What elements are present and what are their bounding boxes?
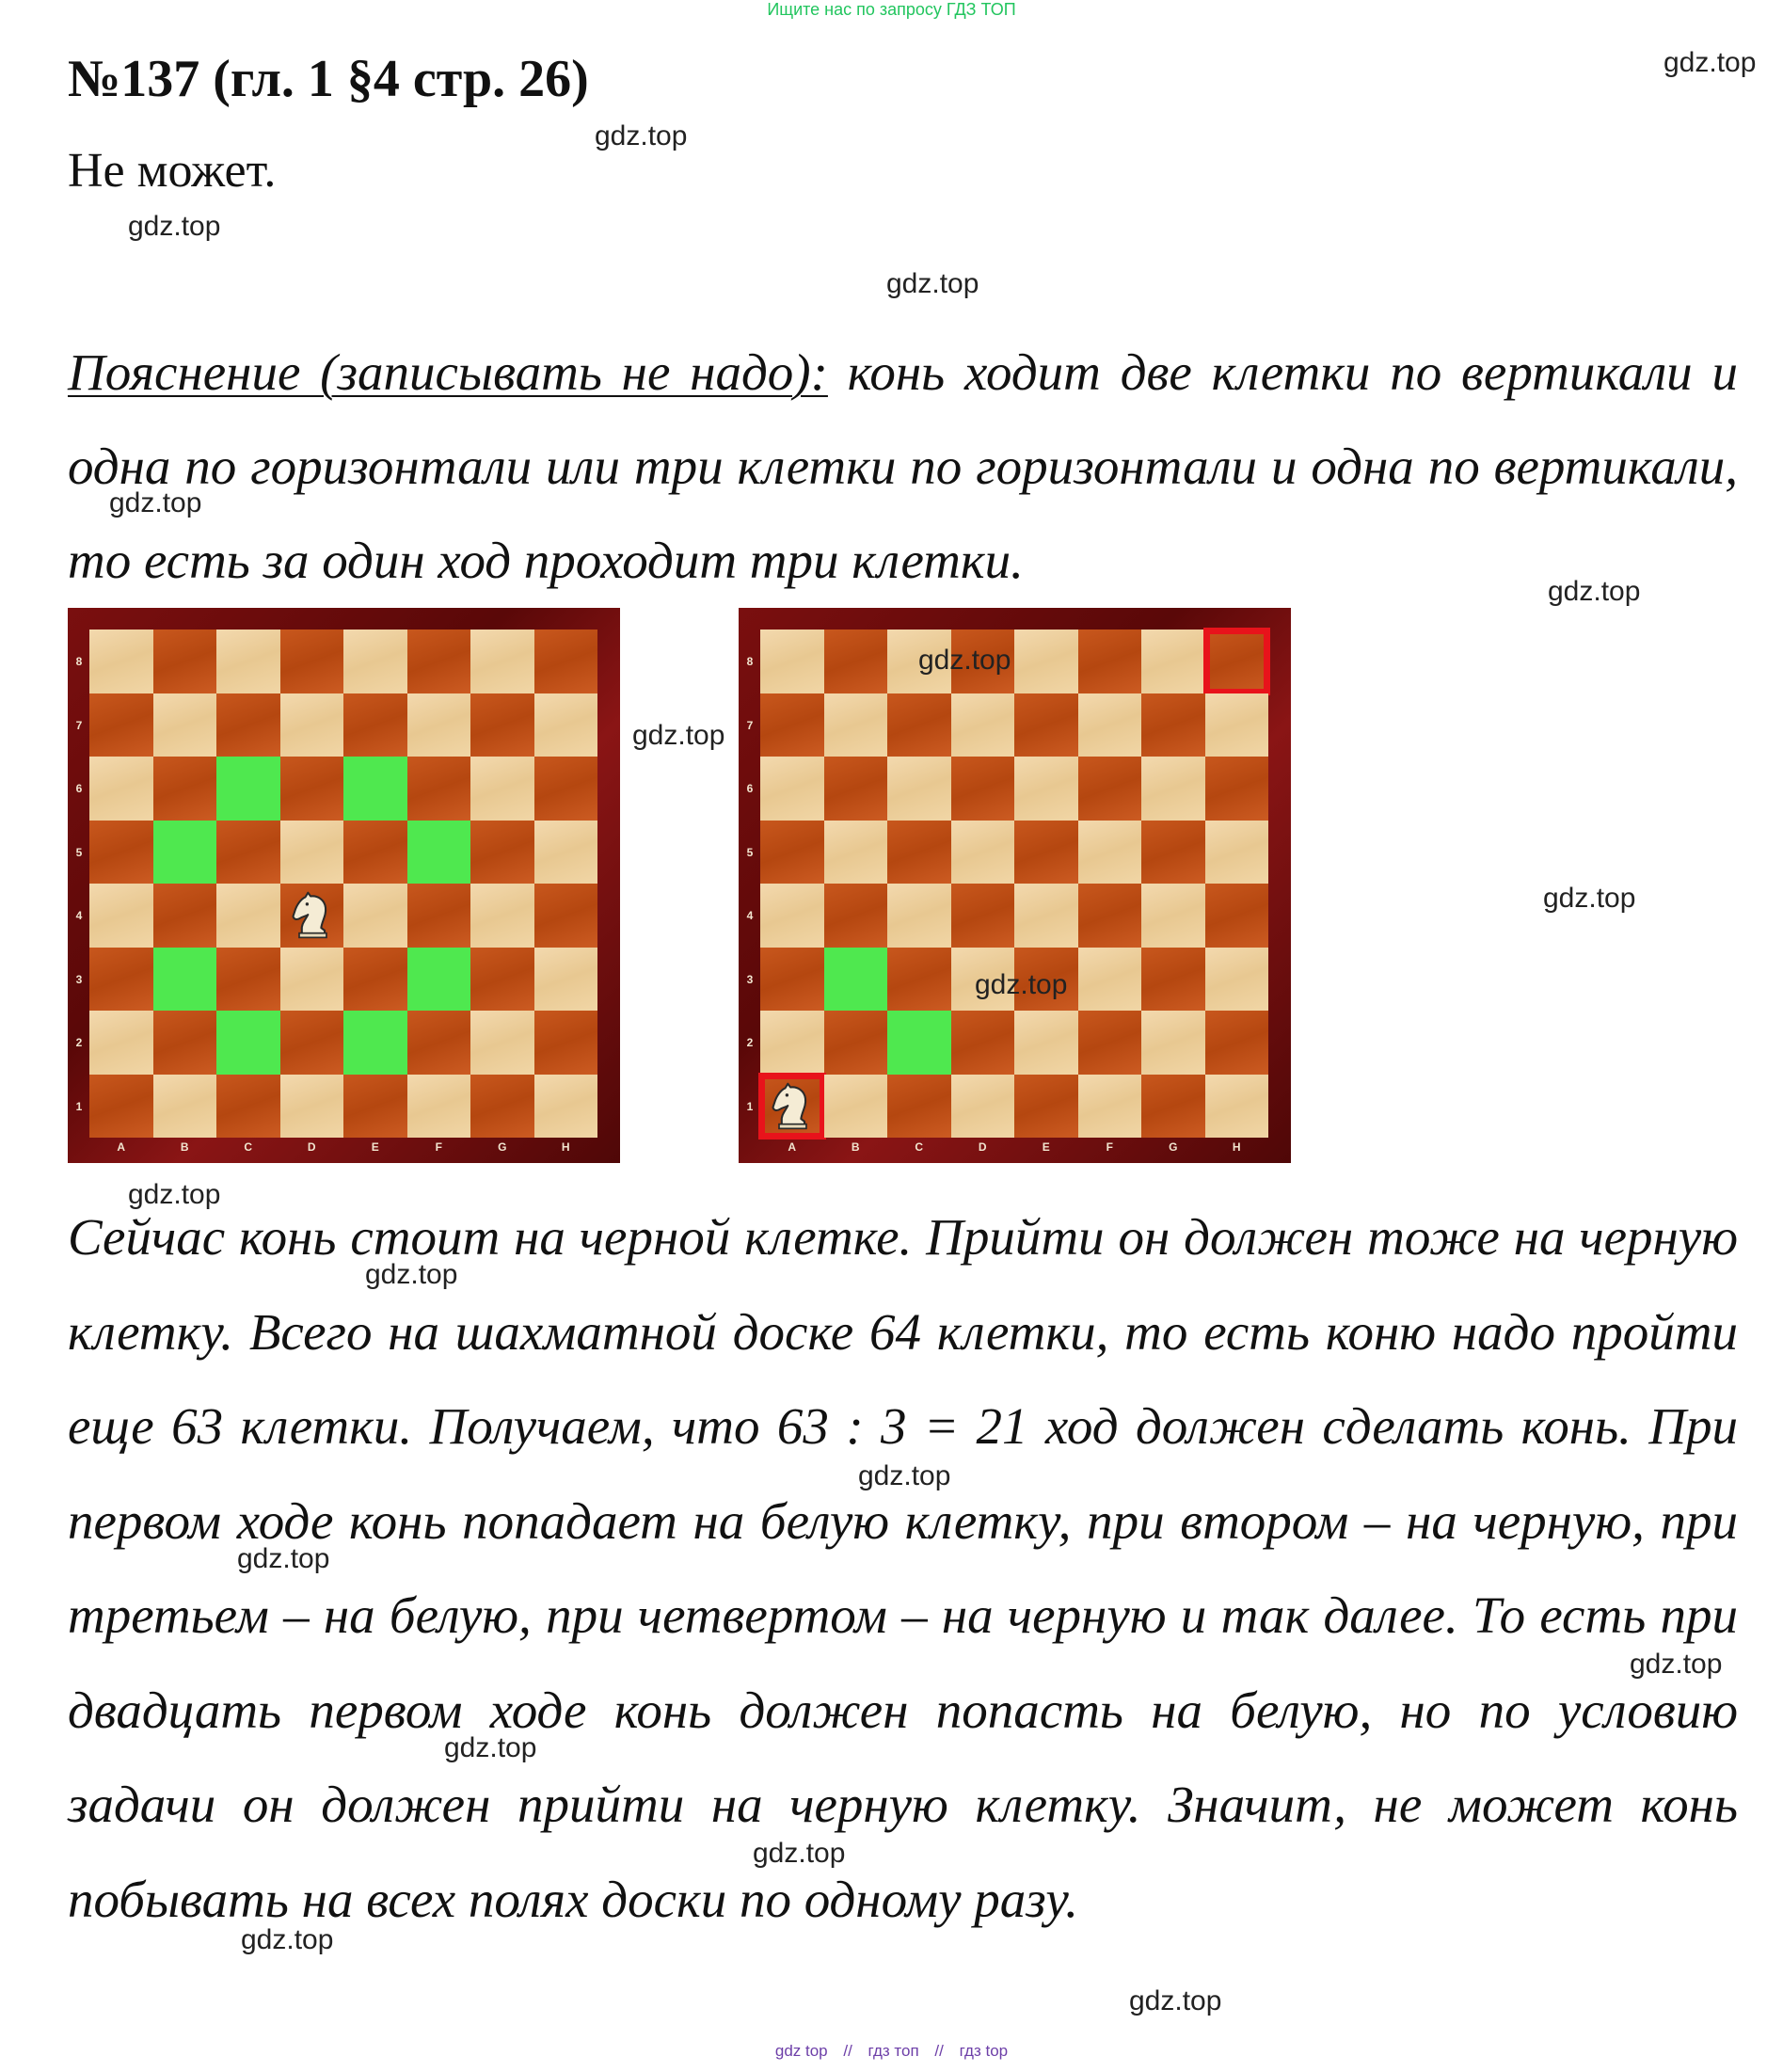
file-label: E (1042, 1140, 1050, 1154)
square-e2 (1014, 1011, 1078, 1075)
square-h2 (1205, 1011, 1269, 1075)
file-label: D (307, 1140, 316, 1154)
board-grid (89, 630, 597, 1138)
square-a8 (89, 630, 153, 693)
square-c4 (216, 884, 280, 948)
square-d8 (280, 630, 344, 693)
square-h1 (534, 1075, 598, 1139)
rank-label: 6 (746, 782, 754, 795)
square-b5 (824, 821, 888, 885)
square-d2 (951, 1011, 1015, 1075)
file-label: H (561, 1140, 570, 1154)
watermark: gdz.top (858, 1460, 951, 1491)
square-h8 (1205, 630, 1269, 693)
watermark: gdz.top (632, 720, 725, 751)
square-e7 (343, 693, 407, 757)
square-g4 (1141, 884, 1205, 948)
square-a1 (760, 1075, 824, 1139)
square-h1 (1205, 1075, 1269, 1139)
square-g7 (470, 693, 534, 757)
square-b8 (153, 630, 217, 693)
square-g2 (1141, 1011, 1205, 1075)
square-g2 (470, 1011, 534, 1075)
square-f8 (1078, 630, 1142, 693)
square-h6 (534, 757, 598, 821)
square-b8 (824, 630, 888, 693)
square-f2 (1078, 1011, 1142, 1075)
square-c1 (887, 1075, 951, 1139)
square-h4 (534, 884, 598, 948)
file-label: B (180, 1140, 189, 1154)
square-e8 (343, 630, 407, 693)
square-f7 (1078, 693, 1142, 757)
square-c2 (216, 1011, 280, 1075)
square-d4 (280, 884, 344, 948)
square-c3 (887, 948, 951, 1012)
square-h5 (1205, 821, 1269, 885)
square-a2 (89, 1011, 153, 1075)
knight-icon (766, 1080, 819, 1133)
square-c4 (887, 884, 951, 948)
watermark: gdz.top (1129, 1985, 1222, 2016)
square-d2 (280, 1011, 344, 1075)
square-b1 (824, 1075, 888, 1139)
square-g1 (1141, 1075, 1205, 1139)
watermark: gdz.top (241, 1924, 334, 1955)
rank-label: 2 (746, 1036, 754, 1049)
square-e2 (343, 1011, 407, 1075)
square-e5 (1014, 821, 1078, 885)
square-e3 (343, 948, 407, 1012)
square-b6 (824, 757, 888, 821)
watermark: gdz.top (444, 1732, 537, 1763)
square-b3 (153, 948, 217, 1012)
square-e8 (1014, 630, 1078, 693)
watermark: gdz.top (595, 120, 688, 151)
file-label: F (435, 1140, 442, 1154)
square-d6 (951, 757, 1015, 821)
square-f5 (1078, 821, 1142, 885)
square-d3 (280, 948, 344, 1012)
rank-label: 3 (75, 972, 83, 986)
knight-icon (286, 889, 339, 942)
square-a7 (89, 693, 153, 757)
file-label: C (915, 1140, 924, 1154)
square-a2 (760, 1011, 824, 1075)
file-label: H (1232, 1140, 1241, 1154)
square-c6 (216, 757, 280, 821)
square-b4 (153, 884, 217, 948)
square-c2 (887, 1011, 951, 1075)
square-b7 (824, 693, 888, 757)
square-c7 (216, 693, 280, 757)
square-f4 (1078, 884, 1142, 948)
watermark: gdz.top (1664, 47, 1757, 78)
square-c7 (887, 693, 951, 757)
square-h5 (534, 821, 598, 885)
square-e4 (1014, 884, 1078, 948)
square-d1 (280, 1075, 344, 1139)
square-a3 (89, 948, 153, 1012)
square-g1 (470, 1075, 534, 1139)
square-e1 (1014, 1075, 1078, 1139)
square-h7 (534, 693, 598, 757)
square-g6 (1141, 757, 1205, 821)
square-a5 (89, 821, 153, 885)
footer-links (0, 2042, 1783, 2061)
file-label: B (851, 1140, 860, 1154)
square-d7 (951, 693, 1015, 757)
square-c5 (216, 821, 280, 885)
square-c6 (887, 757, 951, 821)
footer-link[interactable]: гдз top (959, 2042, 1009, 2060)
square-e6 (1014, 757, 1078, 821)
rank-label: 8 (75, 655, 83, 668)
chessboard-right (739, 608, 1291, 1163)
rank-label: 6 (75, 782, 83, 795)
rank-label: 5 (75, 845, 83, 859)
square-g8 (470, 630, 534, 693)
watermark: gdz.top (1630, 1649, 1723, 1680)
square-e1 (343, 1075, 407, 1139)
square-h7 (1205, 693, 1269, 757)
square-d1 (951, 1075, 1015, 1139)
watermark: gdz.top (128, 1179, 221, 1210)
square-g5 (1141, 821, 1205, 885)
rank-label: 2 (75, 1036, 83, 1049)
conclusion-paragraph: Сейчас конь стоит на черной клетке. Прийти он должен тоже на черную клетку. Всего на шахматной доске 64 клетки, то есть коню надо пройти еще 63 клетки. Получаем, что 63 : 3 = 21 ход должен сделать конь. При первом ходе конь попадает на белую клетку, при втором – на черную, при третьем – на белую, при четвертом – на черную и так далее. То есть при двадцать первом ходе конь должен попасть на белую, но по условию задачи он должен прийти на черную клетку. Значит, не может конь побывать на всех полях доски по одному разу. (68, 1208, 1738, 1928)
square-g8 (1141, 630, 1205, 693)
rank-label: 8 (746, 655, 754, 668)
watermark: gdz.top (1543, 883, 1636, 914)
square-d5 (951, 821, 1015, 885)
square-g4 (470, 884, 534, 948)
square-c8 (216, 630, 280, 693)
file-label: G (1169, 1140, 1178, 1154)
square-b6 (153, 757, 217, 821)
square-a3 (760, 948, 824, 1012)
square-b1 (153, 1075, 217, 1139)
square-a7 (760, 693, 824, 757)
square-g3 (1141, 948, 1205, 1012)
square-f6 (1078, 757, 1142, 821)
square-e5 (343, 821, 407, 885)
rank-label: 7 (746, 718, 754, 732)
square-b3 (824, 948, 888, 1012)
square-f1 (1078, 1075, 1142, 1139)
square-h3 (534, 948, 598, 1012)
header-note[interactable]: Ищите нас по запросу ГДЗ ТОП (767, 0, 1016, 19)
watermark: gdz.top (753, 1838, 846, 1869)
square-b4 (824, 884, 888, 948)
footer-link[interactable]: gdz top (774, 2042, 828, 2060)
square-f3 (407, 948, 471, 1012)
chessboard-left (68, 608, 620, 1163)
square-c3 (216, 948, 280, 1012)
square-b2 (824, 1011, 888, 1075)
rank-label: 7 (75, 718, 83, 732)
file-label: A (117, 1140, 126, 1154)
square-h3 (1205, 948, 1269, 1012)
watermark: gdz.top (109, 487, 202, 518)
footer-link[interactable]: гдз топ (868, 2042, 919, 2060)
square-a4 (89, 884, 153, 948)
rank-label: 5 (746, 845, 754, 859)
watermark: gdz.top (886, 268, 979, 299)
square-a6 (89, 757, 153, 821)
square-d5 (280, 821, 344, 885)
square-c1 (216, 1075, 280, 1139)
square-g7 (1141, 693, 1205, 757)
square-a8 (760, 630, 824, 693)
explanation-label: Пояснение (записывать не надо): (68, 343, 828, 401)
square-d7 (280, 693, 344, 757)
square-e4 (343, 884, 407, 948)
square-f8 (407, 630, 471, 693)
square-b7 (153, 693, 217, 757)
explanation-paragraph (68, 326, 1738, 608)
square-f6 (407, 757, 471, 821)
square-h8 (534, 630, 598, 693)
square-b5 (153, 821, 217, 885)
file-label: A (788, 1140, 797, 1154)
square-a4 (760, 884, 824, 948)
file-label: G (498, 1140, 507, 1154)
file-label: E (371, 1140, 379, 1154)
footer-separator: // (843, 2042, 852, 2060)
square-f3 (1078, 948, 1142, 1012)
square-a5 (760, 821, 824, 885)
square-d4 (951, 884, 1015, 948)
square-d6 (280, 757, 344, 821)
rank-label: 3 (746, 972, 754, 986)
footer-separator: // (934, 2042, 944, 2060)
square-e7 (1014, 693, 1078, 757)
square-f4 (407, 884, 471, 948)
rank-label: 4 (75, 909, 83, 922)
square-f2 (407, 1011, 471, 1075)
square-g6 (470, 757, 534, 821)
square-h6 (1205, 757, 1269, 821)
square-a1 (89, 1075, 153, 1139)
square-f5 (407, 821, 471, 885)
square-b2 (153, 1011, 217, 1075)
watermark: gdz.top (237, 1543, 330, 1574)
watermark: gdz.top (918, 645, 1011, 676)
rank-label: 1 (75, 1099, 83, 1113)
watermark: gdz.top (1548, 576, 1641, 607)
board-grid (760, 630, 1268, 1138)
answer-text: Не может. (68, 144, 277, 198)
page-title: №137 (гл. 1 §4 стр. 26) (68, 50, 589, 108)
file-label: D (978, 1140, 987, 1154)
watermark: gdz.top (128, 211, 221, 242)
rank-label: 4 (746, 909, 754, 922)
square-h4 (1205, 884, 1269, 948)
square-f7 (407, 693, 471, 757)
square-e6 (343, 757, 407, 821)
file-label: F (1106, 1140, 1113, 1154)
file-label: C (244, 1140, 253, 1154)
square-g5 (470, 821, 534, 885)
square-f1 (407, 1075, 471, 1139)
rank-label: 1 (746, 1099, 754, 1113)
square-a6 (760, 757, 824, 821)
explanation-text: конь ходит две клетки по вертикали и одна по горизонтали или три клетки по горизонтали и одна по вертикали, то есть за один ход проходит три клетки. (68, 343, 1738, 589)
square-g3 (470, 948, 534, 1012)
watermark: gdz.top (975, 969, 1068, 1000)
watermark: gdz.top (365, 1259, 458, 1290)
square-c5 (887, 821, 951, 885)
square-h2 (534, 1011, 598, 1075)
